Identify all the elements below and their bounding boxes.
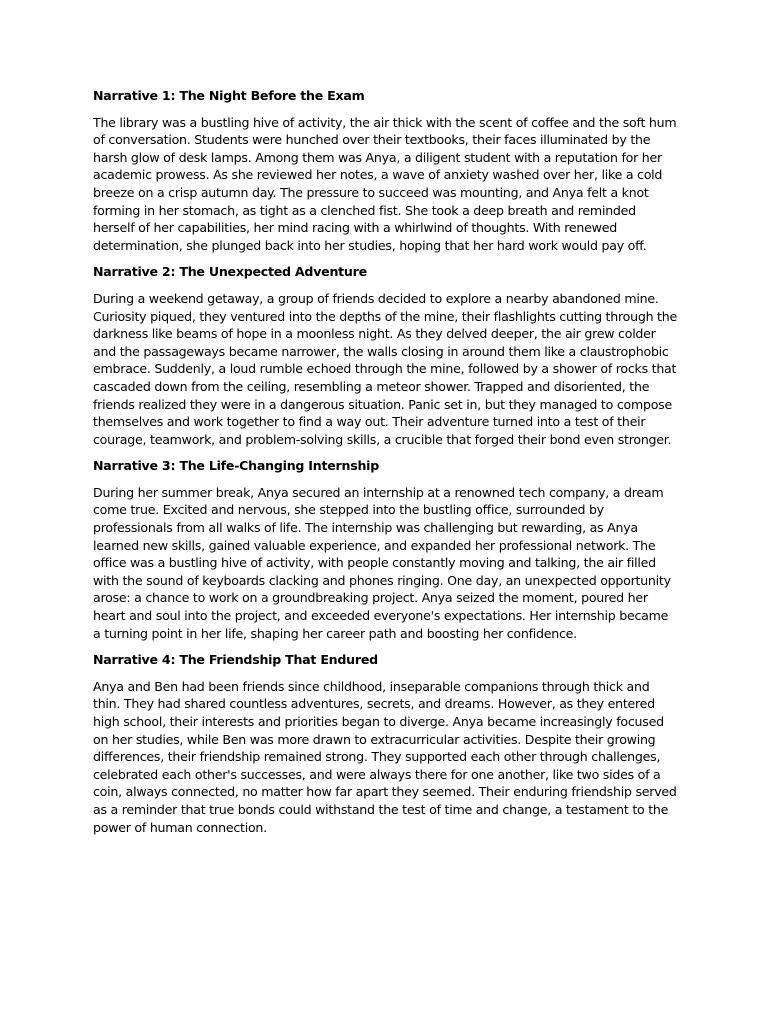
document-body: [93, 87, 678, 845]
narrative-heading: Narrative 2: The Unexpected Adventure: [93, 264, 367, 280]
narrative-section-4: [93, 651, 678, 836]
narrative-section-2: [93, 263, 678, 448]
narrative-heading: Narrative 1: The Night Before the Exam: [93, 88, 365, 103]
narrative-heading: Narrative 3: The Life-Changing Internship: [93, 458, 379, 474]
narrative-paragraph: During her summer break, Anya secured an internship at a renowned tech company, a dream come true. Excited and nervous, she stepped into the bustling office, surrounded by professionals from all walks of life. The internship was challenging but rewarding, as Anya learned new skills, gained valuable experience, and expanded her professional network. The office was a bustling hive of activity, with people constantly moving and talking, the air filled with the sound of keyboards clacking and phones ringing. One day, an unexpected opportunity arose: a chance to work on a groundbreaking project. Anya seized the moment, poured her heart and soul into the project, and exceeded everyone's expectations. Her internship became a turning point in her life, shaping her career path and boosting her confidence.: [93, 484, 671, 641]
narrative-paragraph: The library was a bustling hive of activity, the air thick with the scent of coffee and the soft hum of conversation. Students were hunched over their textbooks, their faces illuminated by the harsh glow of desk lamps. Among them was Anya, a diligent student with a reputation for her academic prowess. As she reviewed her notes, a wave of anxiety washed over her, like a cold breeze on a crisp autumn day. The pressure to succeed was mounting, and Anya felt a knot forming in her stomach, as tight as a clenched fist. She took a deep breath and reminded herself of her capabilities, her mind racing with a whirlwind of thoughts. With renewed determination, she plunged back into her studies, hoping that her hard work would pay off.: [93, 114, 677, 253]
narrative-section-1: [93, 87, 678, 254]
narrative-section-3: [93, 457, 678, 642]
narrative-paragraph: Anya and Ben had been friends since childhood, inseparable companions through thick and thin. They had shared countless adventures, secrets, and dreams. However, as they entered high school, their interests and priorities began to diverge. Anya became increasingly focused on her studies, while Ben was more drawn to extracurricular activities. Despite their growing differences, their friendship remained strong. They supported each other through challenges, celebrated each other's successes, and were always there for one another, like two sides of a coin, always connected, no matter how far apart they seemed. Their enduring friendship served as a reminder that true bonds could withstand the test of time and change, a testament to the power of human connection.: [93, 678, 677, 835]
narrative-paragraph: During a weekend getaway, a group of friends decided to explore a nearby abandoned mine. Curiosity piqued, they ventured into the depths of the mine, their flashlights cutting through the darkness like beams of hope in a moonless night. As they delved deeper, the air grew colder and the passageways became narrower, the walls closing in around them like a claustrophobic embrace. Suddenly, a loud rumble echoed through the mine, followed by a shower of rocks that cascaded down from the ceiling, resembling a meteor shower. Trapped and disoriented, the friends realized they were in a dangerous situation. Panic set in, but they managed to compose themselves and work together to find a way out. Their adventure turned into a test of their courage, teamwork, and problem-solving skills, a crucible that forged their bond even stronger.: [93, 290, 677, 447]
narrative-heading: Narrative 4: The Friendship That Endured: [93, 652, 378, 668]
